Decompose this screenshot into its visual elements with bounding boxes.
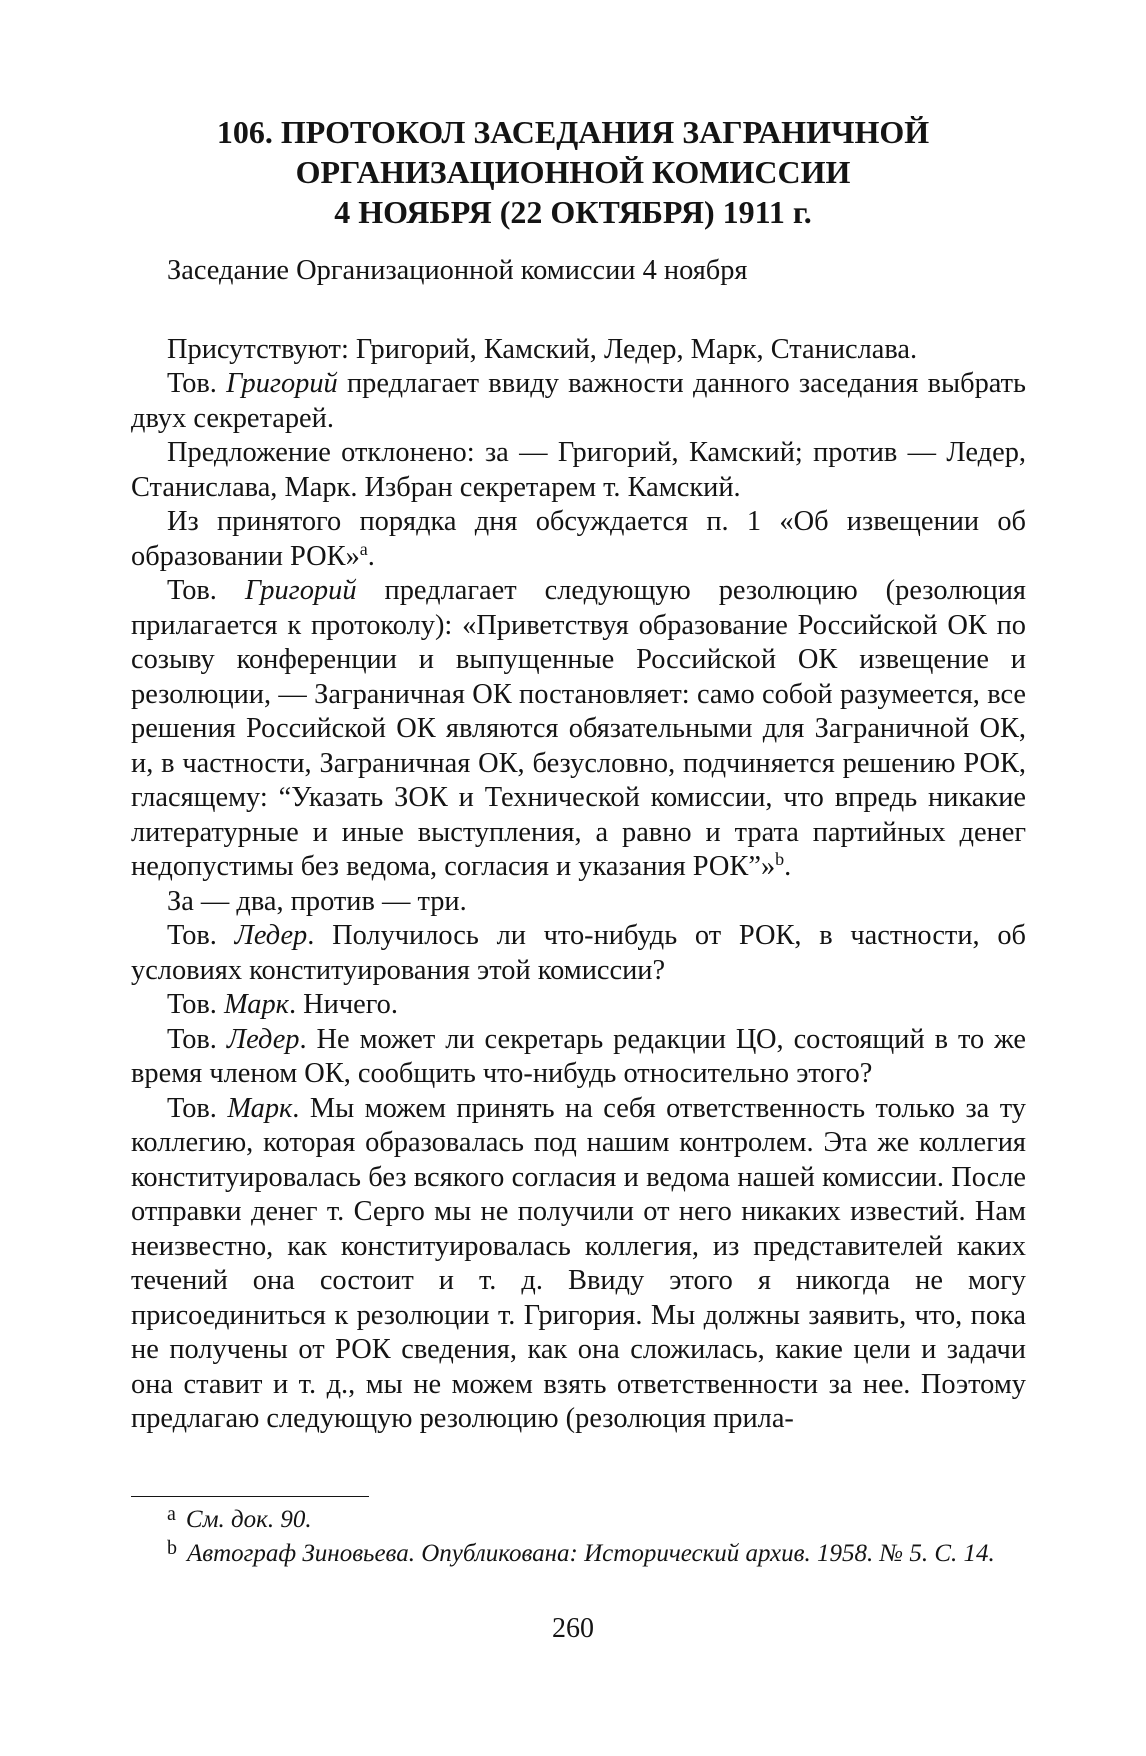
footnote-ref-b[interactable]: b xyxy=(775,849,785,869)
paragraph-4: Из принятого порядка дня обсуждается п. 1 «Об извещении об образовании РОК»$^a$. xyxy=(131,506,1026,572)
footnote-mark: a xyxy=(167,1503,176,1525)
speaker-name: Марк xyxy=(224,989,289,1020)
page-number: 260 xyxy=(552,1613,594,1644)
paragraph-6: За — два, против — три. xyxy=(167,885,467,917)
paragraph-8: Тов. Марк. Ничего. xyxy=(167,989,398,1020)
footnote-a xyxy=(131,1503,1026,1537)
title-line-2: ОРГАНИЗАЦИОННОЙ КОМИССИИ xyxy=(295,154,851,190)
title-line-1: 106. ПРОТОКОЛ ЗАСЕДАНИЯ ЗАГРАНИЧНОЙ xyxy=(216,114,930,150)
document-title xyxy=(120,112,1026,232)
attendees-paragraph: Присутствуют: Григорий, Камский, Ледер, Марк, Станислава. xyxy=(167,333,918,365)
paragraph-2: Тов. Григорий предлагает ввиду важности данного заседания выбрать двух секретарей. xyxy=(131,368,1026,434)
footnotes xyxy=(131,1503,1026,1571)
speaker-name: Григорий xyxy=(226,368,338,399)
title-line-3: 4 НОЯБРЯ (22 ОКТЯБРЯ) 1911 г. xyxy=(334,194,812,230)
speaker-name: Ледер xyxy=(234,920,308,951)
paragraph-5: Тов. Григорий предлагает следующую резолюцию (резолюция прилагается к протоколу): «Приветствуя образование Российской ОК по созыву конференции и выпущенные Российской ОК извещение и резолюции, — Заграничная ОК постановляет: само собой разумеется, все решения Российской ОК являются обязательными для Заграничной ОК, и, в частности, Заграничная ОК, безусловно, подчиняется решению РОК, гласящему: “Указать ЗОК и Технической комиссии, что впредь никакие литературные и иные выступления, а равно и трата партийных денег недопустимы без ведома, согласия и указания РОК”»$^b$. xyxy=(131,575,1026,882)
footnote-ref-a[interactable]: a xyxy=(359,538,368,559)
footnote-text: См. док. 90. xyxy=(185,1506,312,1533)
paragraph-7: Тов. Ледер. Получилось ли что-нибудь от РОК, в частности, об условиях конституирования этой комиссии? xyxy=(131,920,1026,986)
footnote-mark: b xyxy=(167,1537,177,1559)
speaker-name: Ледер xyxy=(226,1023,300,1055)
footnote-text: Автограф Зиновьева. Опубликована: Исторический архив. 1958. № 5. С. 14. xyxy=(187,1540,995,1567)
speaker-name: Григорий xyxy=(244,575,357,606)
footnote-divider xyxy=(131,1496,369,1497)
meeting-subtitle: Заседание Организационной комиссии 4 ноября xyxy=(167,255,748,286)
speaker-name: Марк xyxy=(227,1092,293,1124)
footnote-b xyxy=(131,1537,1026,1571)
paragraph-3: Предложение отклонено: за — Григорий, Камский; против — Ледер, Станислава, Марк. Избран секретарем т. Камский. xyxy=(131,437,1026,503)
paragraph-9: Тов. Ледер. Не может ли секретарь редакции ЦО, состоящий в то же время членом ОК, сообщить что-нибудь относительно этого? xyxy=(131,1023,1026,1089)
paragraph-10: Тов. Марк. Мы можем принять на себя ответственность только за ту коллегию, которая образовалась под нашим контролем. Эта же коллегия конституировалась без всякого согласия и ведома нашей комиссии. После отправки денег т. Серго мы не получили от него никаких известий. Нам неизвестно, как конституировалась коллегия, из представителей каких течений она состоит и т. д. Ввиду этого я никогда не могу присоединиться к резолюции т. Григория. Мы должны заявить, что, пока не получены от РОК сведения, как она сложилась, какие цели и задачи она ставит и т. д., мы не можем взять ответственности за нее. Поэтому предлагаю следующую резолюцию (резолюция прила- xyxy=(131,1092,1026,1434)
protocol-body xyxy=(131,254,1026,1437)
